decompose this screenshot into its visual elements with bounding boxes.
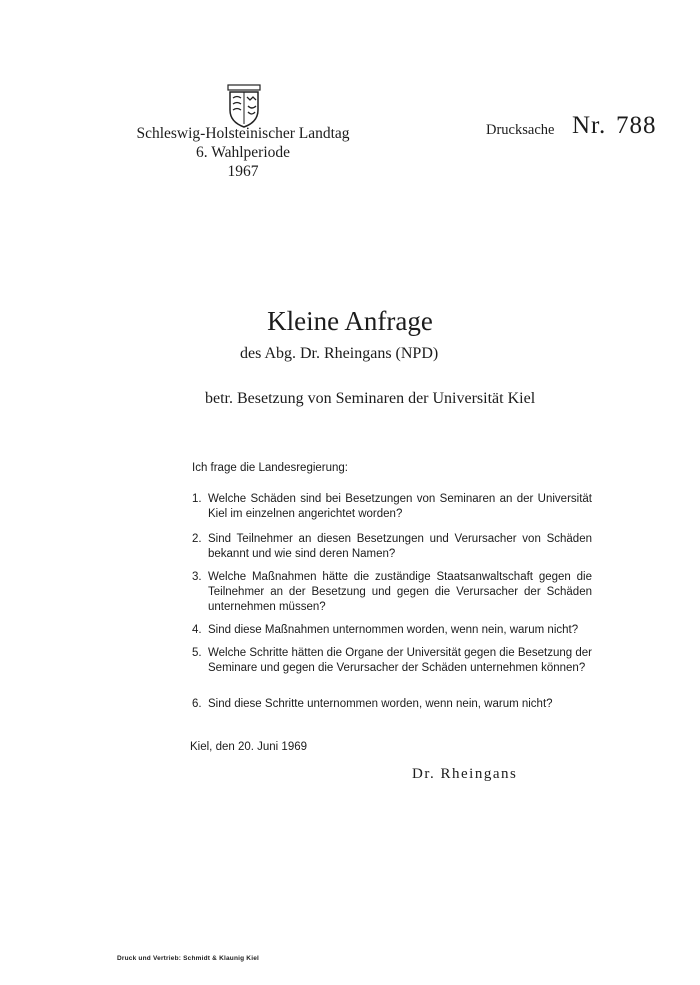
electoral-period: 6. Wahlperiode [195,144,291,161]
question-number: 4. [192,624,202,636]
question-number: 1. [192,493,202,505]
intro-text: Ich frage die Landesregierung: [192,462,348,474]
question-text: Welche Schritte hätten die Organe der Universität gegen die Besetzung der Seminare und gegen die Verursacher der Schäden unternehmen können? [208,647,592,674]
question-item [192,646,592,676]
question-number: 2. [192,533,202,545]
question-number: 5. [192,647,202,659]
place-date: Kiel, den 20. Juni 1969 [190,741,308,753]
question-text: Welche Schäden sind bei Besetzungen von Seminaren an der Universität Kiel im einzelnen angerichtet worden? [208,493,592,520]
document-number-label: Nr. [572,112,607,139]
year: 1967 [227,163,259,180]
question-item [192,697,592,712]
question-number: 6. [192,698,202,710]
parliament-name: Schleswig-Holsteinischer Landtag [136,125,350,142]
signature: Dr. Rheingans [412,766,518,782]
question-item [192,623,592,638]
printer-imprint: Druck und Vertrieb: Schmidt & Klaunig Kiel [117,955,260,962]
question-text: Welche Maßnahmen hätte die zuständige Staatsanwaltschaft gegen die Teilnehmer an der Besetzung und gegen die Verursacher der Schäden unternehmen müssen? [208,571,592,613]
document-subtitle: des Abg. Dr. Rheingans (NPD) [240,345,439,362]
question-number: 3. [192,571,202,583]
question-text: Sind diese Schritte unternommen worden, wenn nein, warum nicht? [208,698,553,710]
document-number: 788 [616,112,657,139]
question-text: Sind Teilnehmer an diesen Besetzungen und Verursacher von Schäden bekannt und wie sind deren Namen? [208,533,592,560]
document-title: Kleine Anfrage [267,306,433,336]
document-subject: betr. Besetzung von Seminaren der Universität Kiel [205,390,536,407]
question-text: Sind diese Maßnahmen unternommen worden, wenn nein, warum nicht? [208,624,579,636]
coat-of-arms-icon [225,84,263,128]
question-item [192,570,592,615]
question-item [192,492,592,522]
drucksache-label: Drucksache [486,122,555,138]
question-item [192,532,592,562]
